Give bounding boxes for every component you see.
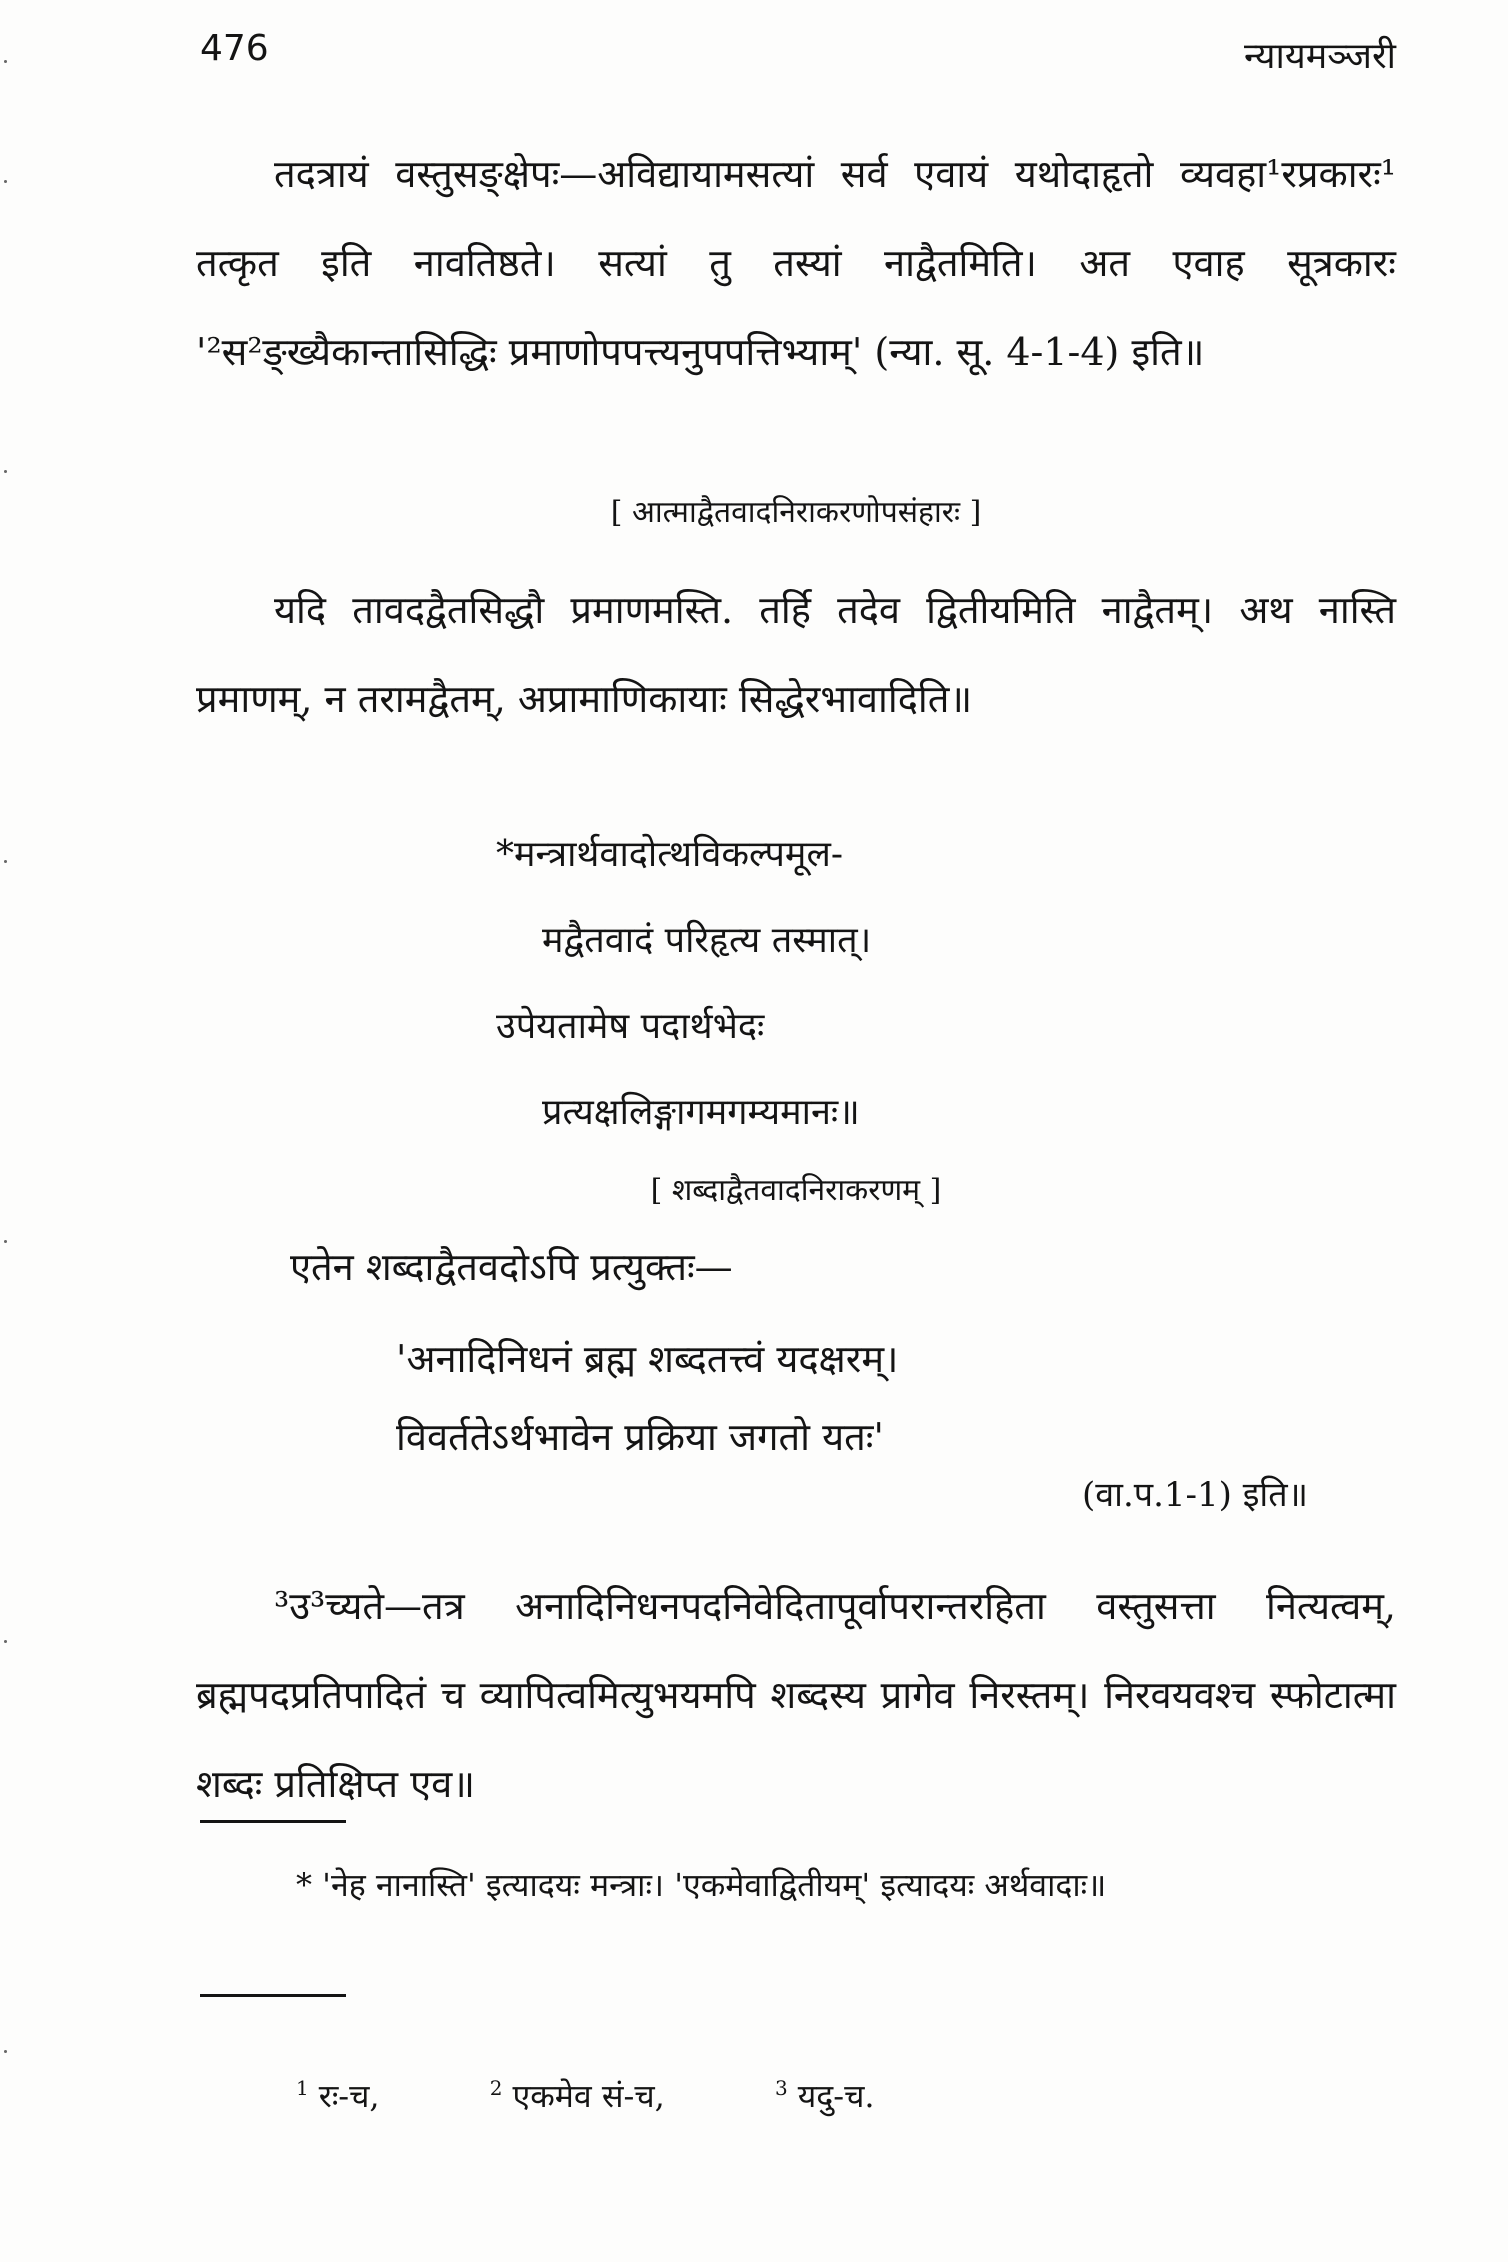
verse-line: मद्वैतवादं परिहृत्य तस्मात्।	[542, 920, 872, 961]
variant-mark: 3	[774, 2076, 788, 2101]
variant-note	[296, 2074, 380, 2117]
verse-line: *मन्त्रार्थवादोत्थविकल्पमूल-	[496, 834, 844, 875]
footnote: * 'नेह नानास्ति' इत्यादयः मन्त्राः। 'एकमेवाद्वितीयम्' इत्यादयः अर्थवादाः॥	[296, 1866, 1107, 1904]
paragraph-pramana: यदि तावदद्वैतसिद्धौ प्रमाणमस्ति. तर्हि तदेव द्वितीयमिति नाद्वैतम्। अथ नास्ति प्रमाणम्, न तरामद्वैतम्, अप्रामाणिकायाः सिद्धेरभावादिति॥	[196, 588, 1396, 721]
section-heading-atmadvaita: [ आत्माद्वैतवादनिराकरणोपसंहारः ]	[610, 495, 982, 530]
verse-line: उपेयतामेष पदार्थभेदः	[496, 1006, 765, 1047]
quote-line: 'अनादिनिधनं ब्रह्म शब्दतत्त्वं यदक्षरम्।	[396, 1337, 899, 1381]
variant-note	[490, 2074, 665, 2117]
variant-text: यदु-च.	[797, 2077, 875, 2115]
page-number: 476	[200, 28, 269, 69]
intro-line: एतेन शब्दाद्वैतवदोऽपि प्रत्युक्तः—	[290, 1245, 733, 1289]
scan-margin-marks	[4, 0, 10, 2262]
paragraph-refutation: ³उ³च्यते—तत्र अनादिनिधनपदनिवेदितापूर्वापरान्तरहिता वस्तुसत्ता नित्यत्वम्, ब्रह्मपदप्रतिपादितं च व्यापित्वमित्युभयमपि शब्दस्य प्रागेव निरस्तम्। निरवयवश्च स्फोटात्मा शब्दः प्रतिक्षिप्त एव॥	[196, 1584, 1396, 1806]
section-heading-shabdadvaita: [ शब्दाद्वैतवादनिराकरणम् ]	[650, 1173, 942, 1208]
verse-line: प्रत्यक्षलिङ्गागमगम्यमानः॥	[542, 1092, 860, 1133]
textual-variants	[296, 2074, 975, 2117]
citation: (वा.प.1-1) इति॥	[1082, 1475, 1308, 1515]
running-title: न्यायमञ्जरी	[1244, 36, 1396, 77]
variant-mark: 1	[296, 2076, 309, 2101]
paragraph-summary: तदत्रायं वस्तुसङ्क्षेपः—अविद्यायामसत्यां सर्व एवायं यथोदाहृतो व्यवहा¹रप्रकारः¹ तत्कृत इति नावतिष्ठते। सत्यां तु तस्यां नाद्वैतमिति। अत एवाह सूत्रकारः '²स²ङ्ख्यैकान्तासिद्धिः प्रमाणोपपत्त्यनुपपत्तिभ्याम्' (न्या. सू. 4-1-4) इति॥	[196, 152, 1396, 374]
variant-text: रः-च,	[318, 2077, 380, 2115]
page-header	[196, 28, 1396, 98]
variant-text: एकमेव सं-च,	[512, 2077, 665, 2115]
variants-divider	[200, 1994, 346, 1997]
variant-mark: 2	[489, 2076, 503, 2101]
footnote-divider	[200, 1820, 346, 1823]
variant-note	[775, 2074, 875, 2117]
quote-line: विवर्ततेऽर्थभावेन प्रक्रिया जगतो यतः'	[396, 1415, 884, 1459]
quoted-verse	[396, 1320, 898, 1476]
verse-block	[496, 812, 871, 1156]
